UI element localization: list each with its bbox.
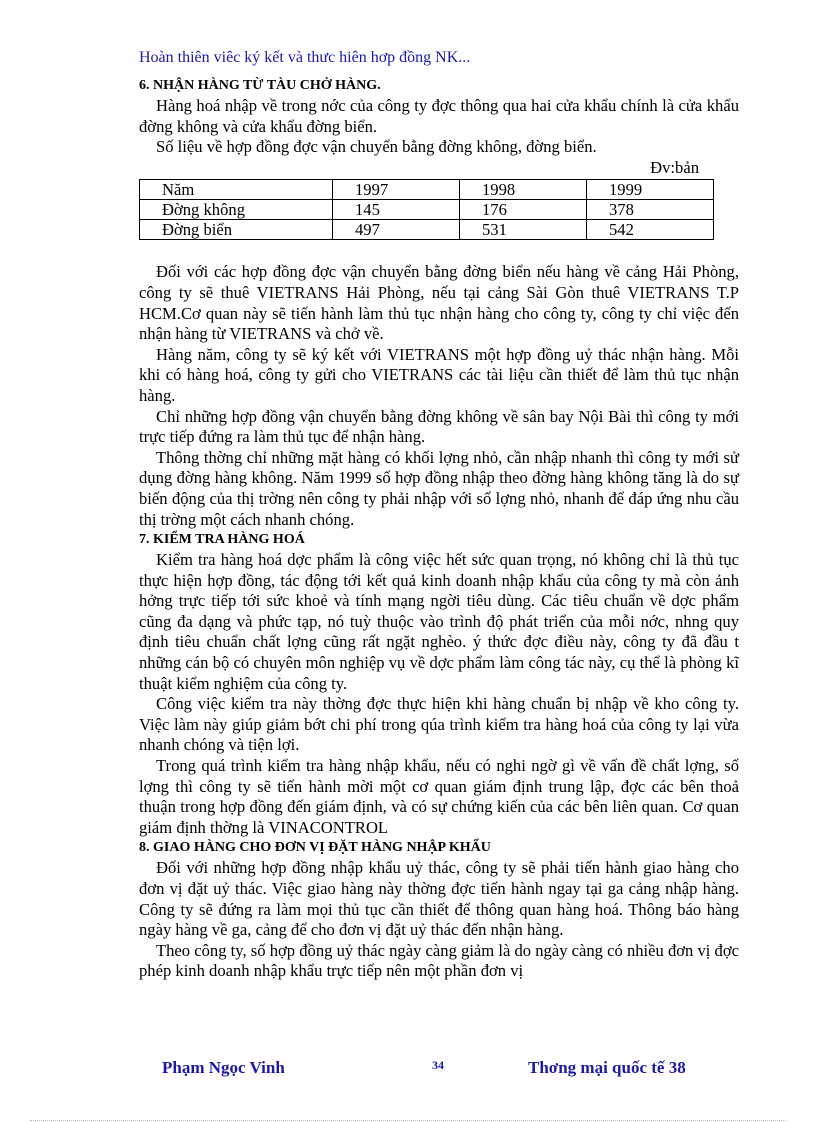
section-6-heading: 6. NHẬN HÀNG TỪ TÀU CHỞ HÀNG. [139,78,381,93]
section-8-heading: 8. GIAO HÀNG CHO ĐƠN VỊ ĐẶT HÀNG NHẬP KHẨU [139,840,491,856]
table-cell: 531 [460,220,587,240]
section-8-paragraph-2: Theo công ty, số hợp đồng uỷ thác ngày càng giảm là do ngày càng có nhiều đơn vị đợc phép kinh doanh nhập khẩu trực tiếp nên một phần đơn vị [139,940,739,981]
section-7-paragraph-1: Kiểm tra hàng hoá dợc phẩm là công việc hết sức quan trọng, nó không chỉ là thủ tục thực hiện hợp đồng, tác động tới kết quả kinh doanh nhập khẩu của công ty mà còn ảnh hởng trực tiếp tới sức khoẻ và tính mạng ngời tiêu dùng. Các tiêu chuẩn về dợc phẩm cũng đa dạng và phức tạp, nó tuỳ thuộc vào trình độ phát triển của mỗi nớc, nhng quy định tiêu chuẩn chất lợng cũng rất ngặt nghèo. ý thức đợc điều này, công ty đã đầu t những cán bộ có chuyên môn nghiệp vụ về dợc phẩm làm công tác này, cụ thể là phòng kĩ thuật kiểm nghiệm của công ty. [139,550,739,693]
document-body [139,76,739,982]
page-footer [0,1058,816,1080]
table-header-cell: 1998 [460,180,587,200]
section-6-paragraph-1: Hàng hoá nhập về trong nớc của công ty đợc thông qua hai cửa khẩu chính là cửa khẩu đờng không và cửa khẩu đờng biển. [139,96,739,136]
section-7-paragraph-2: Công việc kiểm tra này thờng đợc thực hiện khi hàng chuẩn bị nhập về kho công ty. Việc làm này giúp giảm bớt chi phí trong qúa trình kiểm tra hàng hoá của công ty lại vừa nhanh chóng và tiện lợi. [139,694,739,755]
footer-course: Thơng mại quốc tế 38 [528,1058,686,1077]
table-header-cell: Năm [140,180,333,200]
page-bottom-divider [30,1120,786,1121]
table-header-row [140,180,714,200]
section-6-paragraph-3: Đối với các hợp đồng đợc vận chuyển bằng đờng biển nếu hàng về cảng Hải Phòng, công ty sẽ thuê VIETRANS Hải Phòng, nếu tại cảng Sài Gòn thuê VIETRANS T.P HCM.Cơ quan này sẽ tiến hành làm thủ tục nhận hàng cho công ty, công ty chỉ việc đến nhận hàng từ VIETRANS và chở về. [139,262,739,344]
section-6-paragraph-4: Hàng năm, công ty sẽ ký kết với VIETRANS một hợp đồng uỷ thác nhận hàng. Mỗi khi có hàng hoá, công ty gửi cho VIETRANS các tài liệu cần thiết để làm thủ tục nhận hàng. [139,344,739,405]
table-cell: Đờng biển [140,220,333,240]
table-cell: Đờng không [140,200,333,220]
section-7-paragraph-3: Trong quá trình kiểm tra hàng nhập khẩu, nếu có nghi ngờ gì về vấn đề chất lợng, số lợng thì công ty sẽ tiến hành mời một cơ quan giám định trung lập, đợc các bên thoả thuận trong hợp đồng đến giám định, và có sự chứng kiến của các bên liên quan. Cơ quan giám định thờng là VINACONTROL [139,756,739,837]
table-cell: 378 [587,200,714,220]
table-header-cell: 1997 [333,180,460,200]
table-row [140,200,714,220]
table-cell: 542 [587,220,714,240]
footer-author: Phạm Ngọc Vinh [162,1058,285,1077]
table-row [140,220,714,240]
footer-page-number: 34 [432,1058,444,1072]
section-6-paragraph-6: Thông thờng chỉ những mặt hàng có khối lợng nhỏ, cần nhập nhanh thì công ty mới sử dụng đờng hàng không. Năm 1999 số hợp đồng nhập theo đờng hàng không tăng là do sự biến động của thị trờng nên công ty phải nhập với số lợng nhỏ, nhanh để đáp ứng nhu cầu thị trờng một cách nhanh chóng. [139,447,739,529]
section-8-paragraph-1: Đối với những hợp đồng nhập khẩu uỷ thác, công ty sẽ phải tiến hành giao hàng cho đơn vị đặt uỷ thác. Việc giao hàng này thờng đợc tiến hành ngay tại ga cảng nhập hàng. Công ty sẽ đứng ra làm mọi thủ tục cần thiết để thông quan hàng hoá. Thông báo hàng ngày hàng về ga, cảng để cho đơn vị đặt uỷ thác đến nhận hàng. [139,858,739,940]
table-cell: 497 [333,220,460,240]
table-cell: 145 [333,200,460,220]
section-7-heading: 7. KIỂM TRA HÀNG HOÁ [139,532,305,548]
table-cell: 176 [460,200,587,220]
table-header-cell: 1999 [587,180,714,200]
section-6-paragraph-5: Chỉ những hợp đồng vận chuyển bằng đờng không về sân bay Nội Bài thì công ty mới trực tiếp đứng ra làm thủ tục để nhận hàng. [139,406,739,447]
section-6-paragraph-2: Số liệu về hợp đồng đợc vận chuyển bằng đờng không, đờng biển. [156,137,597,157]
contract-transport-table [139,179,714,240]
running-header: Hoàn thiên viêc ký kết và thưc hiên hơp đồng NK... [139,49,471,66]
table-unit-label: Đv:bản [650,157,699,177]
